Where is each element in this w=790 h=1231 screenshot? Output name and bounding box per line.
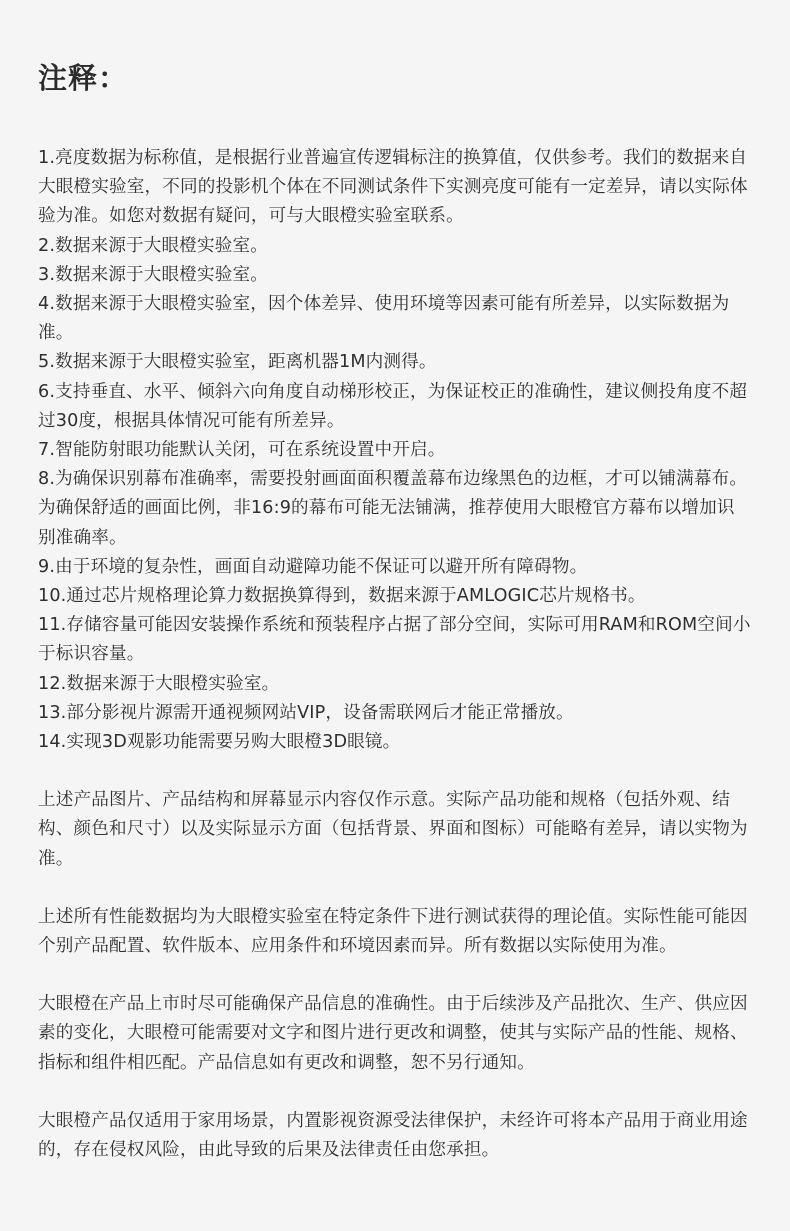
page-title: 注释： (38, 61, 129, 95)
note-item-2: 2.数据来源于大眼橙实验室。 (38, 235, 269, 256)
disclaimer-paragraph-images: 上述产品图片、产品结构和屏幕显示内容仅作示意。实际产品功能和规格（包括外观、结构、颜色和尺寸）以及实际显示方面（包括背景、界面和图标）可能略有差异，请以实物为准。 (38, 790, 748, 869)
note-item-14: 14.实现3D观影功能需要另购大眼橙3D眼镜。 (38, 732, 401, 753)
note-item-10: 10.通过芯片规格理论算力数据换算得到，数据来源于AMLOGIC芯片规格书。 (38, 586, 646, 607)
note-item-8: 8.为确保识别幕布准确率，需要投射画面面积覆盖幕布边缘黑色的边框，才可以铺满幕布。为确保舒适的画面比例，非16:9的幕布可能无法铺满，推荐使用大眼橙官方幕布以增加识别准确率。 (38, 469, 748, 548)
notes-list (38, 144, 752, 757)
disclaimer-paragraph-performance: 上述所有性能数据均为大眼橙实验室在特定条件下进行测试获得的理论值。实际性能可能因个别产品配置、软件版本、应用条件和环境因素而异。所有数据以实际使用为准。 (38, 906, 748, 957)
note-item-12: 12.数据来源于大眼橙实验室。 (38, 673, 280, 694)
disclaimer-paragraph-accuracy: 大眼橙在产品上市时尽可能确保产品信息的准确性。由于后续涉及产品批次、生产、供应因素的变化，大眼橙可能需要对文字和图片进行更改和调整，使其与实际产品的性能、规格、指标和组件相匹配。产品信息如有更改和调整，恕不另行通知。 (38, 994, 748, 1073)
disclaimer-paragraph-usage: 大眼橙产品仅适用于家用场景，内置影视资源受法律保护，未经许可将本产品用于商业用途的，存在侵权风险，由此导致的后果及法律责任由您承担。 (38, 1110, 748, 1161)
note-item-3: 3.数据来源于大眼橙实验室。 (38, 264, 269, 285)
note-item-13: 13.部分影视片源需开通视频网站VIP，设备需联网后才能正常播放。 (38, 702, 574, 723)
note-item-11: 11.存储容量可能因安装操作系统和预装程序占据了部分空间，实际可用RAM和ROM空间小于标识容量。 (38, 615, 751, 665)
note-item-7: 7.智能防射眼功能默认关闭，可在系统设置中开启。 (38, 440, 446, 461)
note-item-9: 9.由于环境的复杂性，画面自动避障功能不保证可以避开所有障碍物。 (38, 556, 588, 577)
note-item-4: 4.数据来源于大眼橙实验室，因个体差异、使用环境等因素可能有所差异，以实际数据为准。 (38, 294, 730, 344)
note-item-6: 6.支持垂直、水平、倾斜六向角度自动梯形校正，为保证校正的准确性，建议侧投角度不超过30度，根据具体情况可能有所差异。 (38, 381, 748, 431)
note-item-5: 5.数据来源于大眼橙实验室，距离机器1M内测得。 (38, 352, 437, 373)
note-item-1: 1.亮度数据为标称值，是根据行业普遍宣传逻辑标注的换算值，仅供参考。我们的数据来自大眼橙实验室，不同的投影机个体在不同测试条件下实测亮度可能有一定差异，请以实际体验为准。如您对数据有疑问，可与大眼橙实验室联系。 (38, 148, 748, 227)
